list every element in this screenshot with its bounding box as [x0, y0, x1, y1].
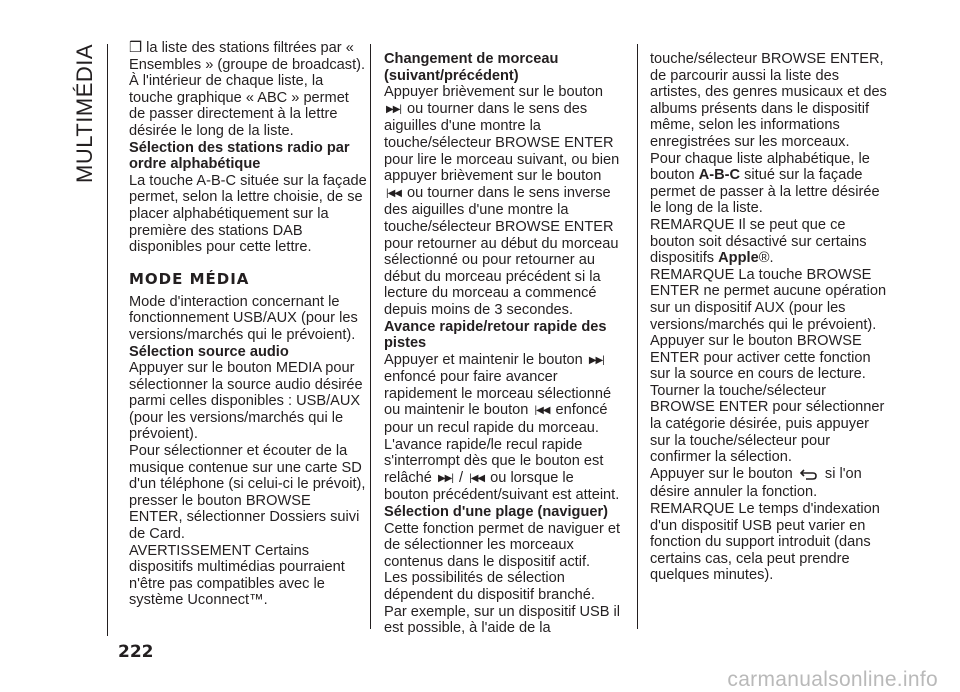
checkbox-bullet-icon: ❒	[129, 40, 143, 56]
paragraph: Appuyer sur le bouton BROWSE ENTER pour activer cette fonction sur la source en cours de lecture.	[650, 333, 871, 383]
previous-track-icon: |◀◀	[534, 405, 550, 417]
paragraph: Appuyer sur le bouton si l'on désire annuler la fonction.	[650, 465, 862, 501]
column-2	[384, 51, 622, 637]
next-track-icon: ▶▶|	[386, 103, 401, 115]
paragraph: Appuyer brièvement sur le bouton ▶▶| ou tourner dans le sens des aiguilles d'une montre la touche/sélecteur BROWSE ENTER pour lire le morceau suivant, ou bien appuyer brièvement sur le bouton |◀◀ ou tourner dans le sens inverse des aiguilles d'une montre la touche/sélecteur BROWSE ENTER pour retourner au début du morceau sélectionné ou pour retourner au début du morceau précédent si la lecture du morceau a commencé depuis moins de 3 secondes.	[384, 84, 620, 318]
paragraph: Pour sélectionner et écouter de la musique contenue sur une carte SD d'un téléphone (si celui-ci le prévoit), presser le bouton BROWSE ENTER, sélectionner Dossiers suivi de Card.	[129, 443, 366, 543]
apple-brand: Apple	[718, 250, 759, 267]
column-divider	[637, 44, 638, 629]
paragraph: touche/sélecteur BROWSE ENTER, de parcourir aussi la liste des artistes, des genres musicaux et des albums présents dans le dispositif même, selon les informations enregistrées sur les morceaux.	[650, 51, 887, 150]
heading-alpha-selection: Sélection des stations radio par ordre alphabétique	[129, 139, 350, 173]
page-number: 222	[118, 642, 154, 662]
previous-track-icon: |◀◀	[386, 187, 401, 199]
column-divider	[370, 44, 371, 629]
next-track-icon: ▶▶|	[588, 354, 604, 366]
paragraph: Appuyer sur le bouton MEDIA pour sélectionner la source audio désirée parmi celles disponibles : USB/AUX (pour les versions/marchés qui le prévoient).	[129, 360, 363, 443]
paragraph: Cette fonction permet de naviguer et de sélectionner les morceaux contenus dans le dispositif actif.	[384, 520, 621, 570]
section-heading-media-mode: MODE MÉDIA	[129, 269, 250, 288]
next-track-icon: ▶▶|	[437, 472, 453, 484]
section-divider	[107, 44, 108, 636]
paragraph: Les possibilités de sélection dépendent du dispositif branché.	[384, 570, 595, 603]
abc-button-label: A-B-C	[698, 167, 741, 184]
column-3	[650, 51, 888, 584]
back-arrow-icon	[800, 468, 818, 485]
heading-fast-forward-rewind: Avance rapide/retour rapide des pistes	[384, 318, 607, 352]
heading-track-navigation: Sélection d'une plage (naviguer)	[384, 504, 609, 521]
note-paragraph: REMARQUE Il se peut que ce bouton soit désactivé sur certains dispositifs Apple®.	[650, 216, 867, 267]
paragraph: La touche A-B-C située sur la façade permet, selon la lettre choisie, de se placer alphabétiquement sur la première des stations DAB disponibles pour cette lettre.	[129, 172, 367, 256]
paragraph: Mode d'interaction concernant le fonctionnement USB/AUX (pour les versions/marchés qui le prévoient).	[129, 293, 358, 343]
warning-paragraph: AVERTISSEMENT Certains dispositifs multimédias pourraient n'être pas compatibles avec le système Uconnect™.	[129, 542, 345, 609]
note-paragraph: REMARQUE La touche BROWSE ENTER ne permet aucune opération sur un dispositif AUX (pour les versions/marchés qui le prévoient).	[650, 266, 887, 333]
paragraph: Pour chaque liste alphabétique, le bouton A-B-C situé sur la façade permet de passer à la lettre désirée le long de la liste.	[650, 150, 880, 217]
note-paragraph: REMARQUE Le temps d'indexation d'un dispositif USB peut varier en fonction du support introduit (dans certains cas, cela peut prendre quelques minutes).	[650, 501, 880, 584]
column-1	[129, 40, 367, 609]
paragraph: Tourner la touche/sélecteur BROWSE ENTER pour sélectionner la catégorie désirée, puis appuyer sur la touche/sélecteur pour confirmer la sélection.	[650, 382, 885, 466]
paragraph: ❒ la liste des stations filtrées par « Ensembles » (groupe de broadcast). À l'intérieur de chaque liste, la touche graphique « ABC » permet de passer directement à la lettre désirée le long de la liste.	[129, 40, 366, 139]
heading-audio-source: Sélection source audio	[129, 343, 289, 360]
watermark: carmanualsonline.info	[727, 668, 938, 691]
paragraph: Par exemple, sur un dispositif USB il est possible, à l'aide de la	[384, 603, 621, 637]
section-label: MULTIMÉDIA	[72, 43, 97, 183]
paragraph: Appuyer et maintenir le bouton ▶▶| enfoncé pour faire avancer rapidement le morceau sélectionné ou maintenir le bouton |◀◀ enfoncé pour un recul rapide du morceau.	[384, 351, 612, 437]
heading-track-change: Changement de morceau (suivant/précédent)	[384, 51, 559, 84]
paragraph: L'avance rapide/le recul rapide s'interrompt dès que le bouton est relâché ▶▶| / |◀◀ ou lorsque le bouton précédent/suivant est atteint.	[384, 436, 620, 504]
previous-track-icon: |◀◀	[469, 472, 485, 484]
